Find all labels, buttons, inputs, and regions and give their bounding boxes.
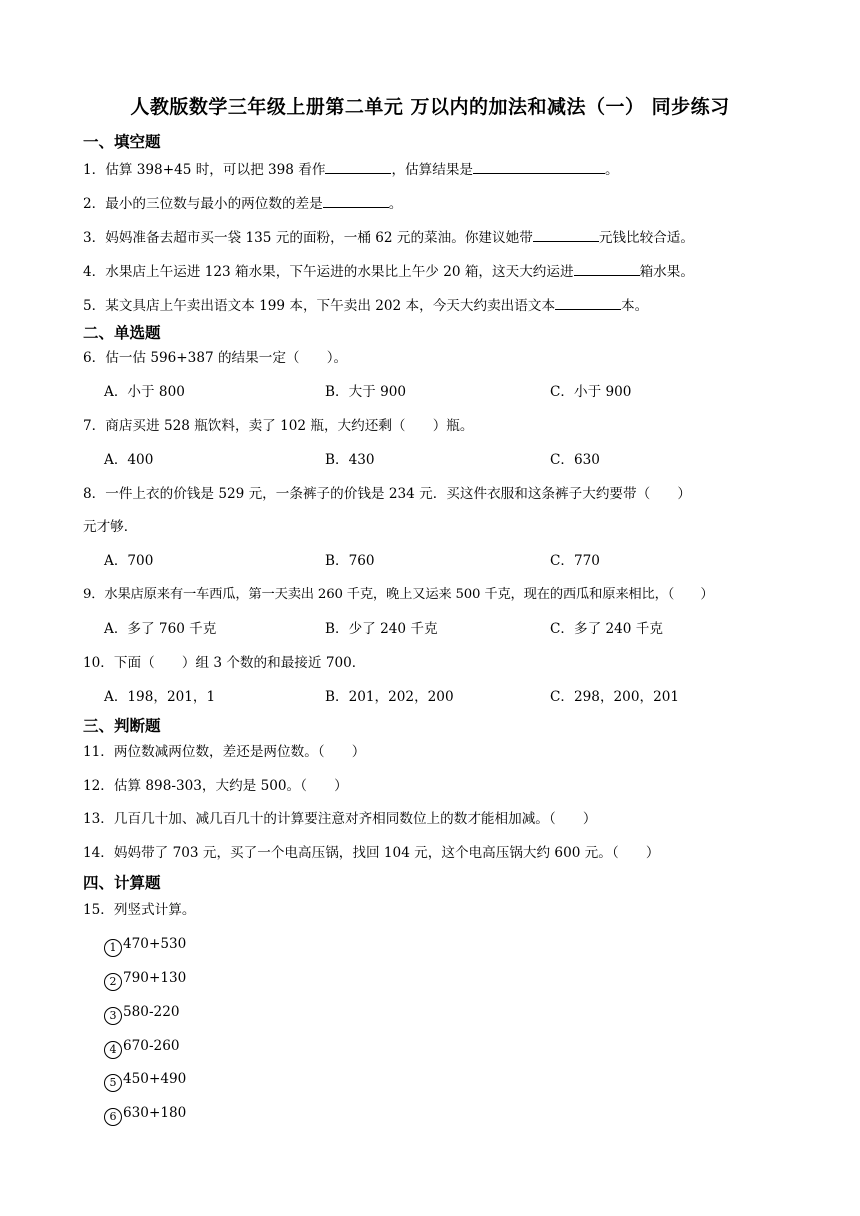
answer-blank[interactable] — [323, 192, 389, 208]
question-text: 。 — [388, 196, 403, 212]
question-4 — [83, 260, 694, 282]
answer-blank[interactable] — [533, 226, 599, 242]
calc-expression: 580-220 — [123, 1004, 180, 1020]
question-11: 11．两位数减两位数，差还是两位数。（ ） — [83, 744, 366, 760]
circled-number: 4 — [104, 1041, 122, 1059]
question-15: 15．列竖式计算。 — [83, 902, 196, 918]
question-12: 12．估算 898-303，大约是 500。（ ） — [83, 778, 348, 794]
section-heading-calculation: 四、计算题 — [83, 874, 161, 892]
section-heading-single-choice: 二、单选题 — [83, 324, 161, 342]
calc-item — [104, 1036, 180, 1059]
option-a[interactable]: A．小于 800 — [104, 384, 185, 400]
option-c[interactable]: C．770 — [550, 553, 600, 569]
circled-number: 1 — [104, 939, 122, 957]
option-c[interactable]: C．小于 900 — [550, 384, 632, 400]
option-a[interactable]: A．多了 760 千克 — [104, 621, 217, 637]
calc-item — [104, 934, 186, 957]
section-heading-true-false: 三、判断题 — [83, 717, 161, 735]
calc-expression: 450+490 — [123, 1071, 187, 1087]
option-c[interactable]: C．多了 240 千克 — [550, 621, 663, 637]
question-8: 8．一件上衣的价钱是 529 元，一条裤子的价钱是 234 元．买这件衣服和这条裤子大约要带（ ） — [83, 486, 691, 502]
calc-item — [104, 1002, 180, 1025]
question-text: 5．某文具店上午卖出语文本 199 本，下午卖出 202 本，今天大约卖出语文本 — [83, 298, 556, 314]
question-text: 。 — [605, 162, 619, 178]
option-a[interactable]: A．700 — [104, 553, 154, 569]
question-text: 4．水果店上午运进 123 箱水果，下午运进的水果比上午少 20 箱，这天大约运进 — [83, 264, 574, 280]
question-9: 9．水果店原来有一车西瓜，第一天卖出 260 千克，晚上又运来 500 千克，现在的西瓜和原来相比，（ ） — [83, 587, 714, 602]
question-text: 本。 — [621, 298, 649, 314]
question-13: 13．几百几十加、减几百几十的计算要注意对齐相同数位上的数才能相加减。（ ） — [83, 811, 597, 827]
option-a[interactable]: A．198，201，1 — [104, 689, 216, 705]
calc-expression: 630+180 — [123, 1105, 187, 1121]
option-b[interactable]: B．少了 240 千克 — [325, 621, 438, 637]
calc-expression: 670-260 — [123, 1038, 180, 1054]
circled-number: 3 — [104, 1007, 122, 1025]
calc-expression: 790+130 — [123, 970, 187, 986]
calc-item — [104, 968, 186, 991]
option-c[interactable]: C．298，200，201 — [550, 689, 680, 705]
page-title: 人教版数学三年级上册第二单元 万以内的加法和减法（一） 同步练习 — [130, 96, 730, 118]
question-2 — [83, 192, 402, 214]
question-14: 14．妈妈带了 703 元，买了一个电高压锅，找回 104 元，这个电高压锅大约 600 元。（ ） — [83, 845, 660, 861]
calc-item — [104, 1069, 186, 1092]
calc-expression: 470+530 — [123, 936, 187, 952]
answer-blank[interactable] — [473, 158, 605, 174]
circled-number: 6 — [104, 1108, 122, 1126]
question-text: 3．妈妈准备去超市买一袋 135 元的面粉，一桶 62 元的菜油。你建议她带 — [83, 230, 533, 246]
question-10: 10．下面（ ）组 3 个数的和最接近 700． — [83, 655, 366, 671]
question-3 — [83, 226, 694, 248]
option-a[interactable]: A．400 — [104, 452, 154, 468]
question-text: 2．最小的三位数与最小的两位数的差是 — [83, 196, 323, 212]
question-text: 元钱比较合适。 — [598, 230, 694, 246]
option-b[interactable]: B．430 — [325, 452, 375, 468]
calc-item — [104, 1103, 186, 1126]
question-text: ，估算结果是 — [391, 162, 474, 178]
circled-number: 2 — [104, 973, 122, 991]
answer-blank[interactable] — [325, 158, 391, 174]
answer-blank[interactable] — [555, 294, 621, 310]
option-c[interactable]: C．630 — [550, 452, 600, 468]
question-5 — [83, 294, 648, 316]
question-8-continued: 元才够． — [83, 519, 138, 535]
question-text: 箱水果。 — [639, 264, 694, 280]
question-6: 6．估一估 596+387 的结果一定（ ）。 — [83, 350, 348, 366]
section-heading-fill-in: 一、填空题 — [83, 133, 161, 151]
answer-blank[interactable] — [574, 260, 640, 276]
option-b[interactable]: B．201，202，200 — [325, 689, 454, 705]
question-text: 1．估算 398+45 时，可以把 398 看作 — [83, 162, 326, 178]
option-b[interactable]: B．760 — [325, 553, 375, 569]
question-1 — [83, 158, 619, 180]
option-b[interactable]: B．大于 900 — [325, 384, 407, 400]
circled-number: 5 — [104, 1074, 122, 1092]
question-7: 7．商店买进 528 瓶饮料，卖了 102 瓶，大约还剩（ ）瓶。 — [83, 418, 474, 434]
